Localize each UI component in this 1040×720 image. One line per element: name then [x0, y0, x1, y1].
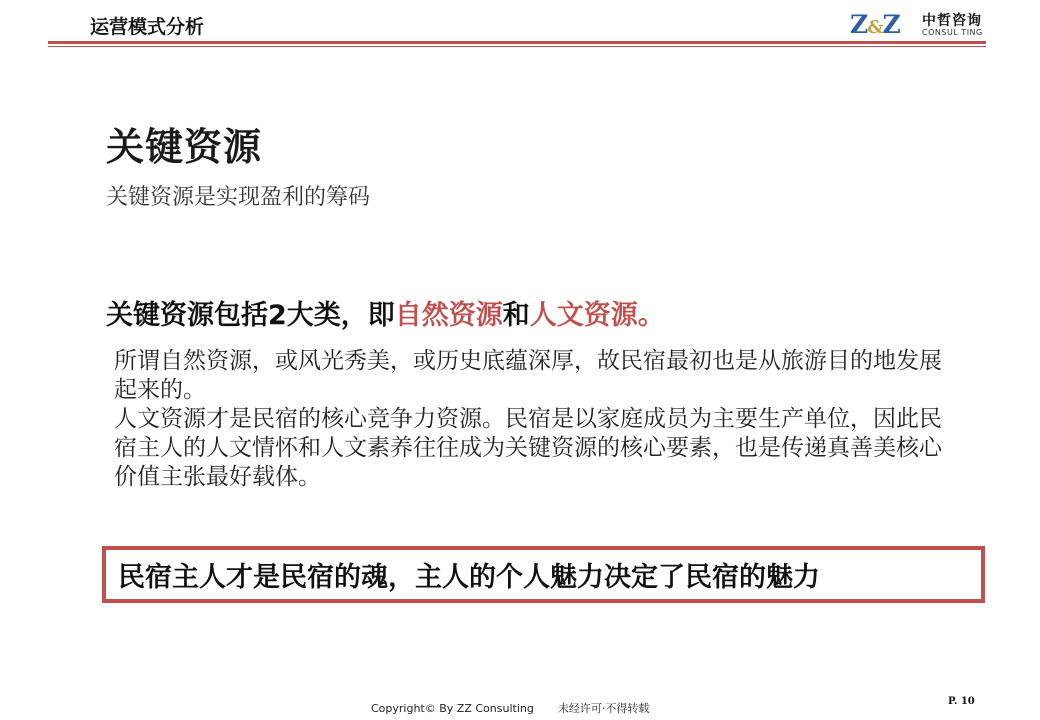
logo-mark-amp: & — [867, 17, 883, 38]
company-logo — [850, 8, 985, 40]
key-line-prefix: 关键资源包括2大类，即 — [106, 300, 395, 331]
header-rule-thin — [48, 46, 986, 47]
key-resources-line — [106, 293, 665, 332]
page-number: P. 10 — [948, 696, 975, 707]
callout-text: 民宿主人才是民宿的魂，主人的个人魅力决定了民宿的魅力 — [118, 562, 820, 593]
natural-resources-highlight: 自然资源 — [394, 300, 503, 331]
logo-mark-left: Z — [850, 10, 868, 39]
body-paragraphs — [114, 347, 954, 492]
key-line-connector: 和 — [502, 300, 530, 331]
subheading: 关键资源是实现盈利的筹码 — [106, 185, 371, 210]
callout-box — [102, 546, 985, 603]
footer-copyright — [371, 700, 649, 716]
logo-name-cn: 中哲咨询 — [922, 13, 982, 29]
reprint-notice: 未经许可·不得转载 — [557, 702, 650, 715]
cultural-resources-highlight: 人文资源。 — [529, 300, 665, 331]
logo-name-en: CONSUL TING — [922, 28, 983, 37]
section-title: 运营模式分析 — [90, 16, 205, 38]
paragraph-natural-resources: 所谓自然资源，或风光秀美，或历史底蕴深厚，故民宿最初也是从旅游目的地发展起来的。 — [114, 348, 942, 403]
logo-mark — [850, 10, 900, 39]
logo-mark-right: Z — [882, 10, 900, 39]
paragraph-cultural-resources: 人文资源才是民宿的核心竞争力资源。民宿是以家庭成员为主要生产单位，因此民宿主人的人文情怀和人文素养往往成为关键资源的核心要素，也是传递真善美核心价值主张最好载体。 — [114, 406, 942, 490]
copyright-text: Copyright© By ZZ Consulting — [371, 702, 534, 715]
header-rule-thick — [48, 41, 986, 44]
main-heading: 关键资源 — [106, 125, 263, 169]
